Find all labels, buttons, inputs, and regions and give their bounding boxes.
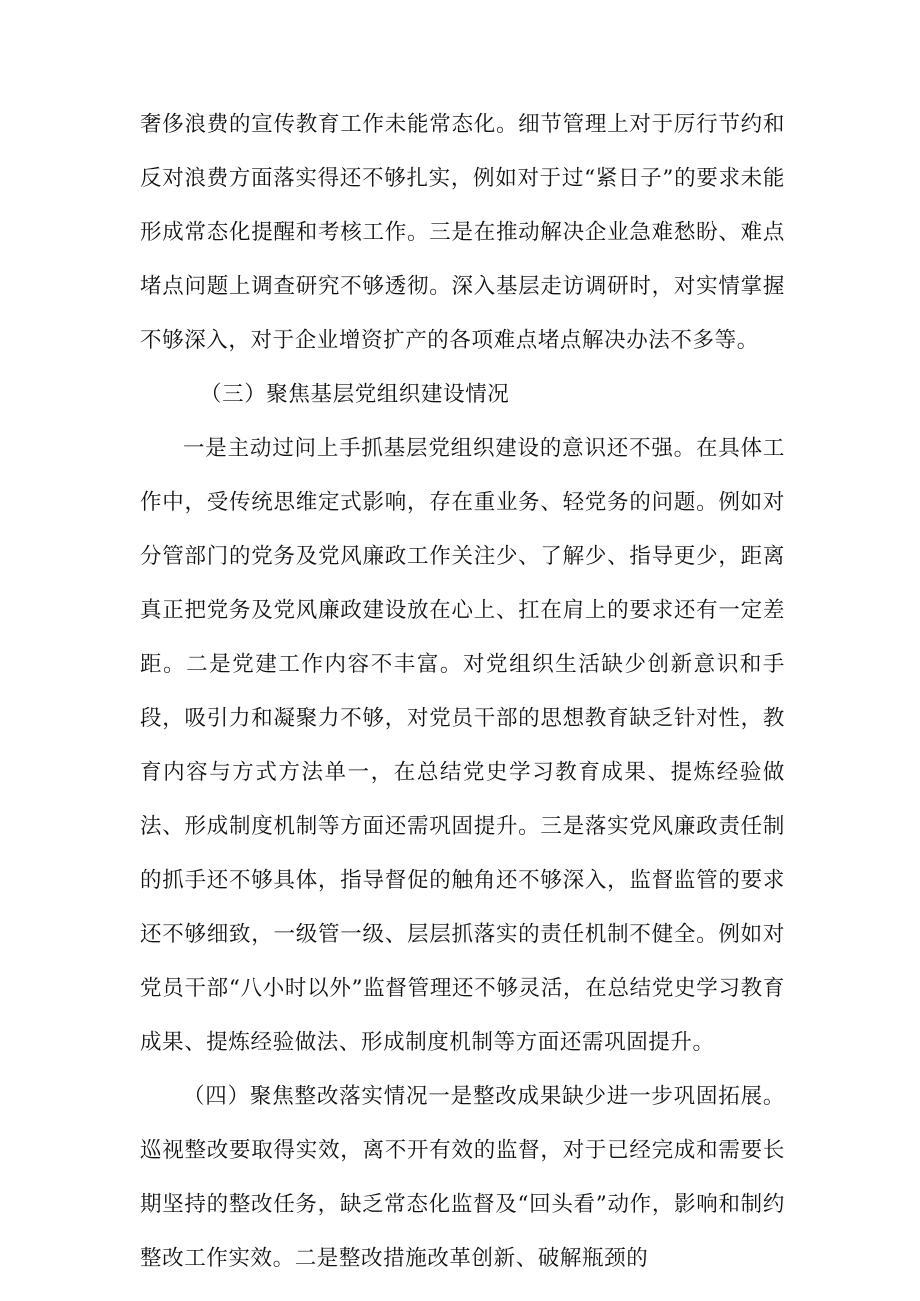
section-heading-3: （三）聚焦基层党组织建设情况 — [200, 382, 510, 407]
document-page — [140, 98, 785, 1286]
body-paragraph-continuation: 奢侈浪费的宣传教育工作未能常态化。细节管理上对于厉行节约和反对浪费方面落实得还不够扎实，例如对于过“紧日子”的要求未能形成常态化提醒和考核工作。三是在推动解决企业急难愁盼、难点堵点问题上调查研究不够透彻。深入基层走访调研时，对实情掌握不够深入，对于企业增资扩产的各项难点堵点解决办法不多等。 — [140, 112, 785, 353]
section-4-paragraph: （四）聚焦整改落实情况一是整改成果缺少进一步巩固拓展。巡视整改要取得实效，离不开有效的监督，对于已经完成和需要长期坚持的整改任务，缺乏常态化监督及“回头看”动作，影响和制约整改工作实效。二是整改措施改革创新、破解瓶颈的 — [140, 1084, 785, 1271]
section-3-paragraph: 一是主动过问上手抓基层党组织建设的意识还不强。在具体工作中，受传统思维定式影响，存在重业务、轻党务的问题。例如对分管部门的党务及党风廉政工作关注少、了解少、指导更少，距离真正把党务及党风廉政建设放在心上、扛在肩上的要求还有一定差距。二是党建工作内容不丰富。对党组织生活缺少创新意识和手段，吸引力和凝聚力不够，对党员干部的思想教育缺乏针对性，教育内容与方式方法单一，在总结党史学习教育成果、提炼经验做法、形成制度机制等方面还需巩固提升。三是落实党风廉政责任制的抓手还不够具体，指导督促的触角还不够深入，监督监管的要求还不够细致，一级管一级、层层抓落实的责任机制不健全。例如对党员干部“八小时以外”监督管理还不够灵活，在总结党史学习教育成果、提炼经验做法、形成制度机制等方面还需巩固提升。 — [140, 436, 785, 1055]
